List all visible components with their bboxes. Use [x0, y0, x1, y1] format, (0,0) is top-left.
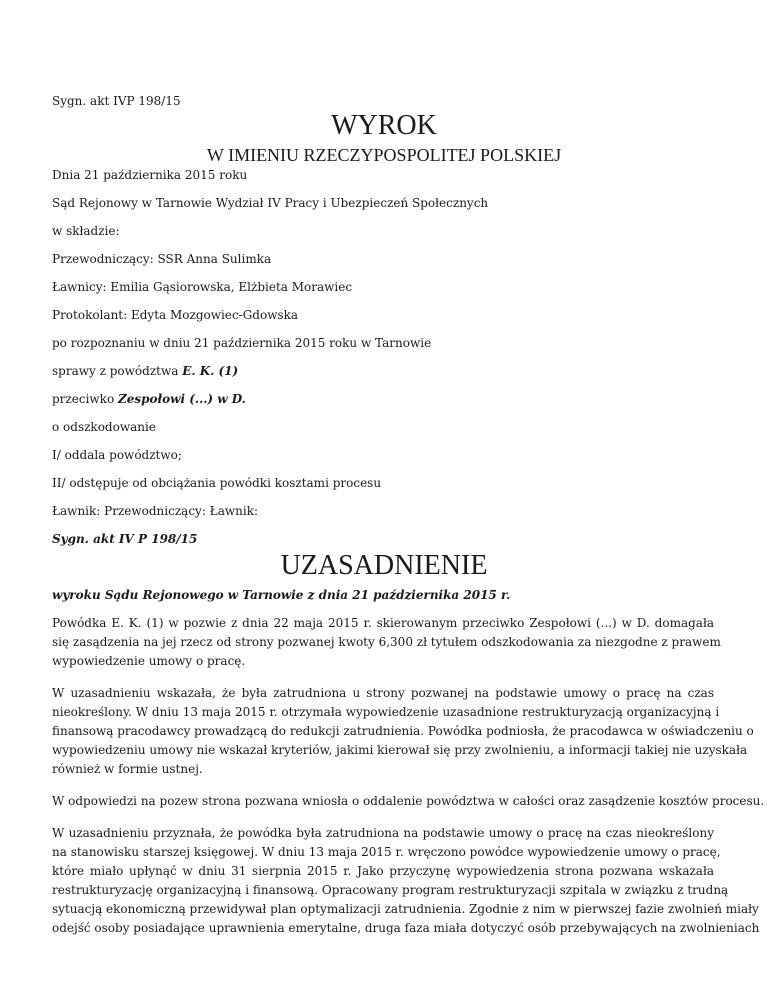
- justification-paragraph-1: [52, 614, 721, 671]
- chair-judge: Przewodniczący: SSR Anna Sulimka: [52, 252, 272, 266]
- verdict-subtitle: W IMIENIU RZECZYPOSPOLITEJ POLSKIEJ: [206, 145, 562, 165]
- paragraph-line: Powódka E. K. (1) w pozwie z dnia 22 maja 2015 r. skierowanym przeciwko Zespołowi (...) w D. domagała: [52, 616, 714, 630]
- signatures-line: Ławnik: Przewodniczący: Ławnik:: [52, 504, 259, 518]
- case-prefix: sprawy z powództwa: [52, 364, 183, 378]
- paragraph-line: nieokreślony. W dniu 13 maja 2015 r. otrzymała wypowiedzenie uzasadnione restrukturyzacją organizacyjną i: [52, 705, 720, 719]
- paragraph-line: restrukturyzację organizacyjną i finansową. Opracowany program restrukturyzacji szpitala w związku z trudną: [52, 883, 729, 897]
- case-subject: o odszkodowanie: [52, 420, 156, 434]
- paragraph-line: W uzasadnieniu wskazała, że była zatrudniona u strony pozwanej na podstawie umowy o pracę na czas: [52, 686, 714, 700]
- justification-title: UZASADNIENIE: [280, 550, 488, 581]
- paragraph-line: W odpowiedzi na pozew strona pozwana wniosła o oddalenie powództwa w całości oraz zasądzenie kosztów procesu.: [52, 794, 765, 808]
- ruling-point-1: I/ oddala powództwo;: [52, 448, 182, 462]
- case-number-top: Sygn. akt IVP 198/15: [52, 94, 181, 108]
- ruling-point-2: II/ odstępuje od obciążania powódki kosztami procesu: [52, 476, 382, 490]
- case-number-justification: Sygn. akt IV P 198/15: [52, 532, 198, 546]
- paragraph-line: wypowiedzenie umowy o pracę.: [52, 654, 246, 668]
- verdict-title: WYROK: [331, 110, 437, 141]
- paragraph-line: się zasądzenia na jej rzecz od strony pozwanej kwoty 6,300 zł tytułem odszkodowania za niezgodne z prawem: [52, 635, 721, 649]
- paragraph-line: które miało upłynąć w dniu 31 sierpnia 2015 r. Jako przyczynę wypowiedzenia strona pozwana wskazała: [52, 864, 714, 878]
- justification-paragraph-4: [52, 824, 760, 938]
- against-prefix: przeciwko: [52, 392, 118, 406]
- justification-subtitle: wyroku Sądu Rejonowego w Tarnowie z dnia 21 października 2015 r.: [52, 588, 511, 602]
- lay-judges: Ławnicy: Emilia Gąsiorowska, Elżbieta Morawiec: [52, 280, 353, 294]
- paragraph-line: sytuacją ekonomiczną przewidywał plan optymalizacji zatrudnienia. Zgodnie z nim w pierwszej fazie zwolnień miały: [52, 902, 759, 916]
- justification-paragraph-2: [52, 684, 754, 779]
- hearing-info: po rozpoznaniu w dniu 21 października 2015 roku w Tarnowie: [52, 336, 432, 350]
- paragraph-line: W uzasadnieniu przyznała, że powódka była zatrudniona na podstawie umowy o pracę na czas nieokreślony: [52, 826, 714, 840]
- justification-paragraph-3: [52, 792, 765, 811]
- court-name: Sąd Rejonowy w Tarnowie Wydział IV Pracy i Ubezpieczeń Społecznych: [52, 196, 489, 210]
- case-plaintiff-line: [52, 362, 238, 381]
- composition-label: w składzie:: [52, 224, 120, 238]
- paragraph-line: wypowiedzeniu umowy nie wskazał kryteriów, jakimi kierował się przy zwolnieniu, a informacji takiej nie uzyskała: [52, 743, 748, 757]
- plaintiff-name: E. K. (1): [182, 364, 239, 378]
- defendant-name: Zespołowi (...) w D.: [117, 392, 246, 406]
- court-clerk: Protokolant: Edyta Mozgowiec-Gdowska: [52, 308, 299, 322]
- paragraph-line: finansową pracodawcy prowadzącą do redukcji zatrudnienia. Powódka podniosła, że pracodawca w oświadczeniu o: [52, 724, 754, 738]
- case-defendant-line: [52, 390, 246, 409]
- paragraph-line: odejść osoby posiadające uprawnienia emerytalne, druga faza miała dotyczyć osób przebywających na zwolnieniach: [52, 921, 760, 935]
- paragraph-line: również w formie ustnej.: [52, 762, 203, 776]
- paragraph-line: na stanowisku starszej księgowej. W dniu 13 maja 2015 r. wręczono powódce wypowiedzenie umowy o pracę,: [52, 845, 721, 859]
- verdict-date: Dnia 21 października 2015 roku: [52, 168, 248, 182]
